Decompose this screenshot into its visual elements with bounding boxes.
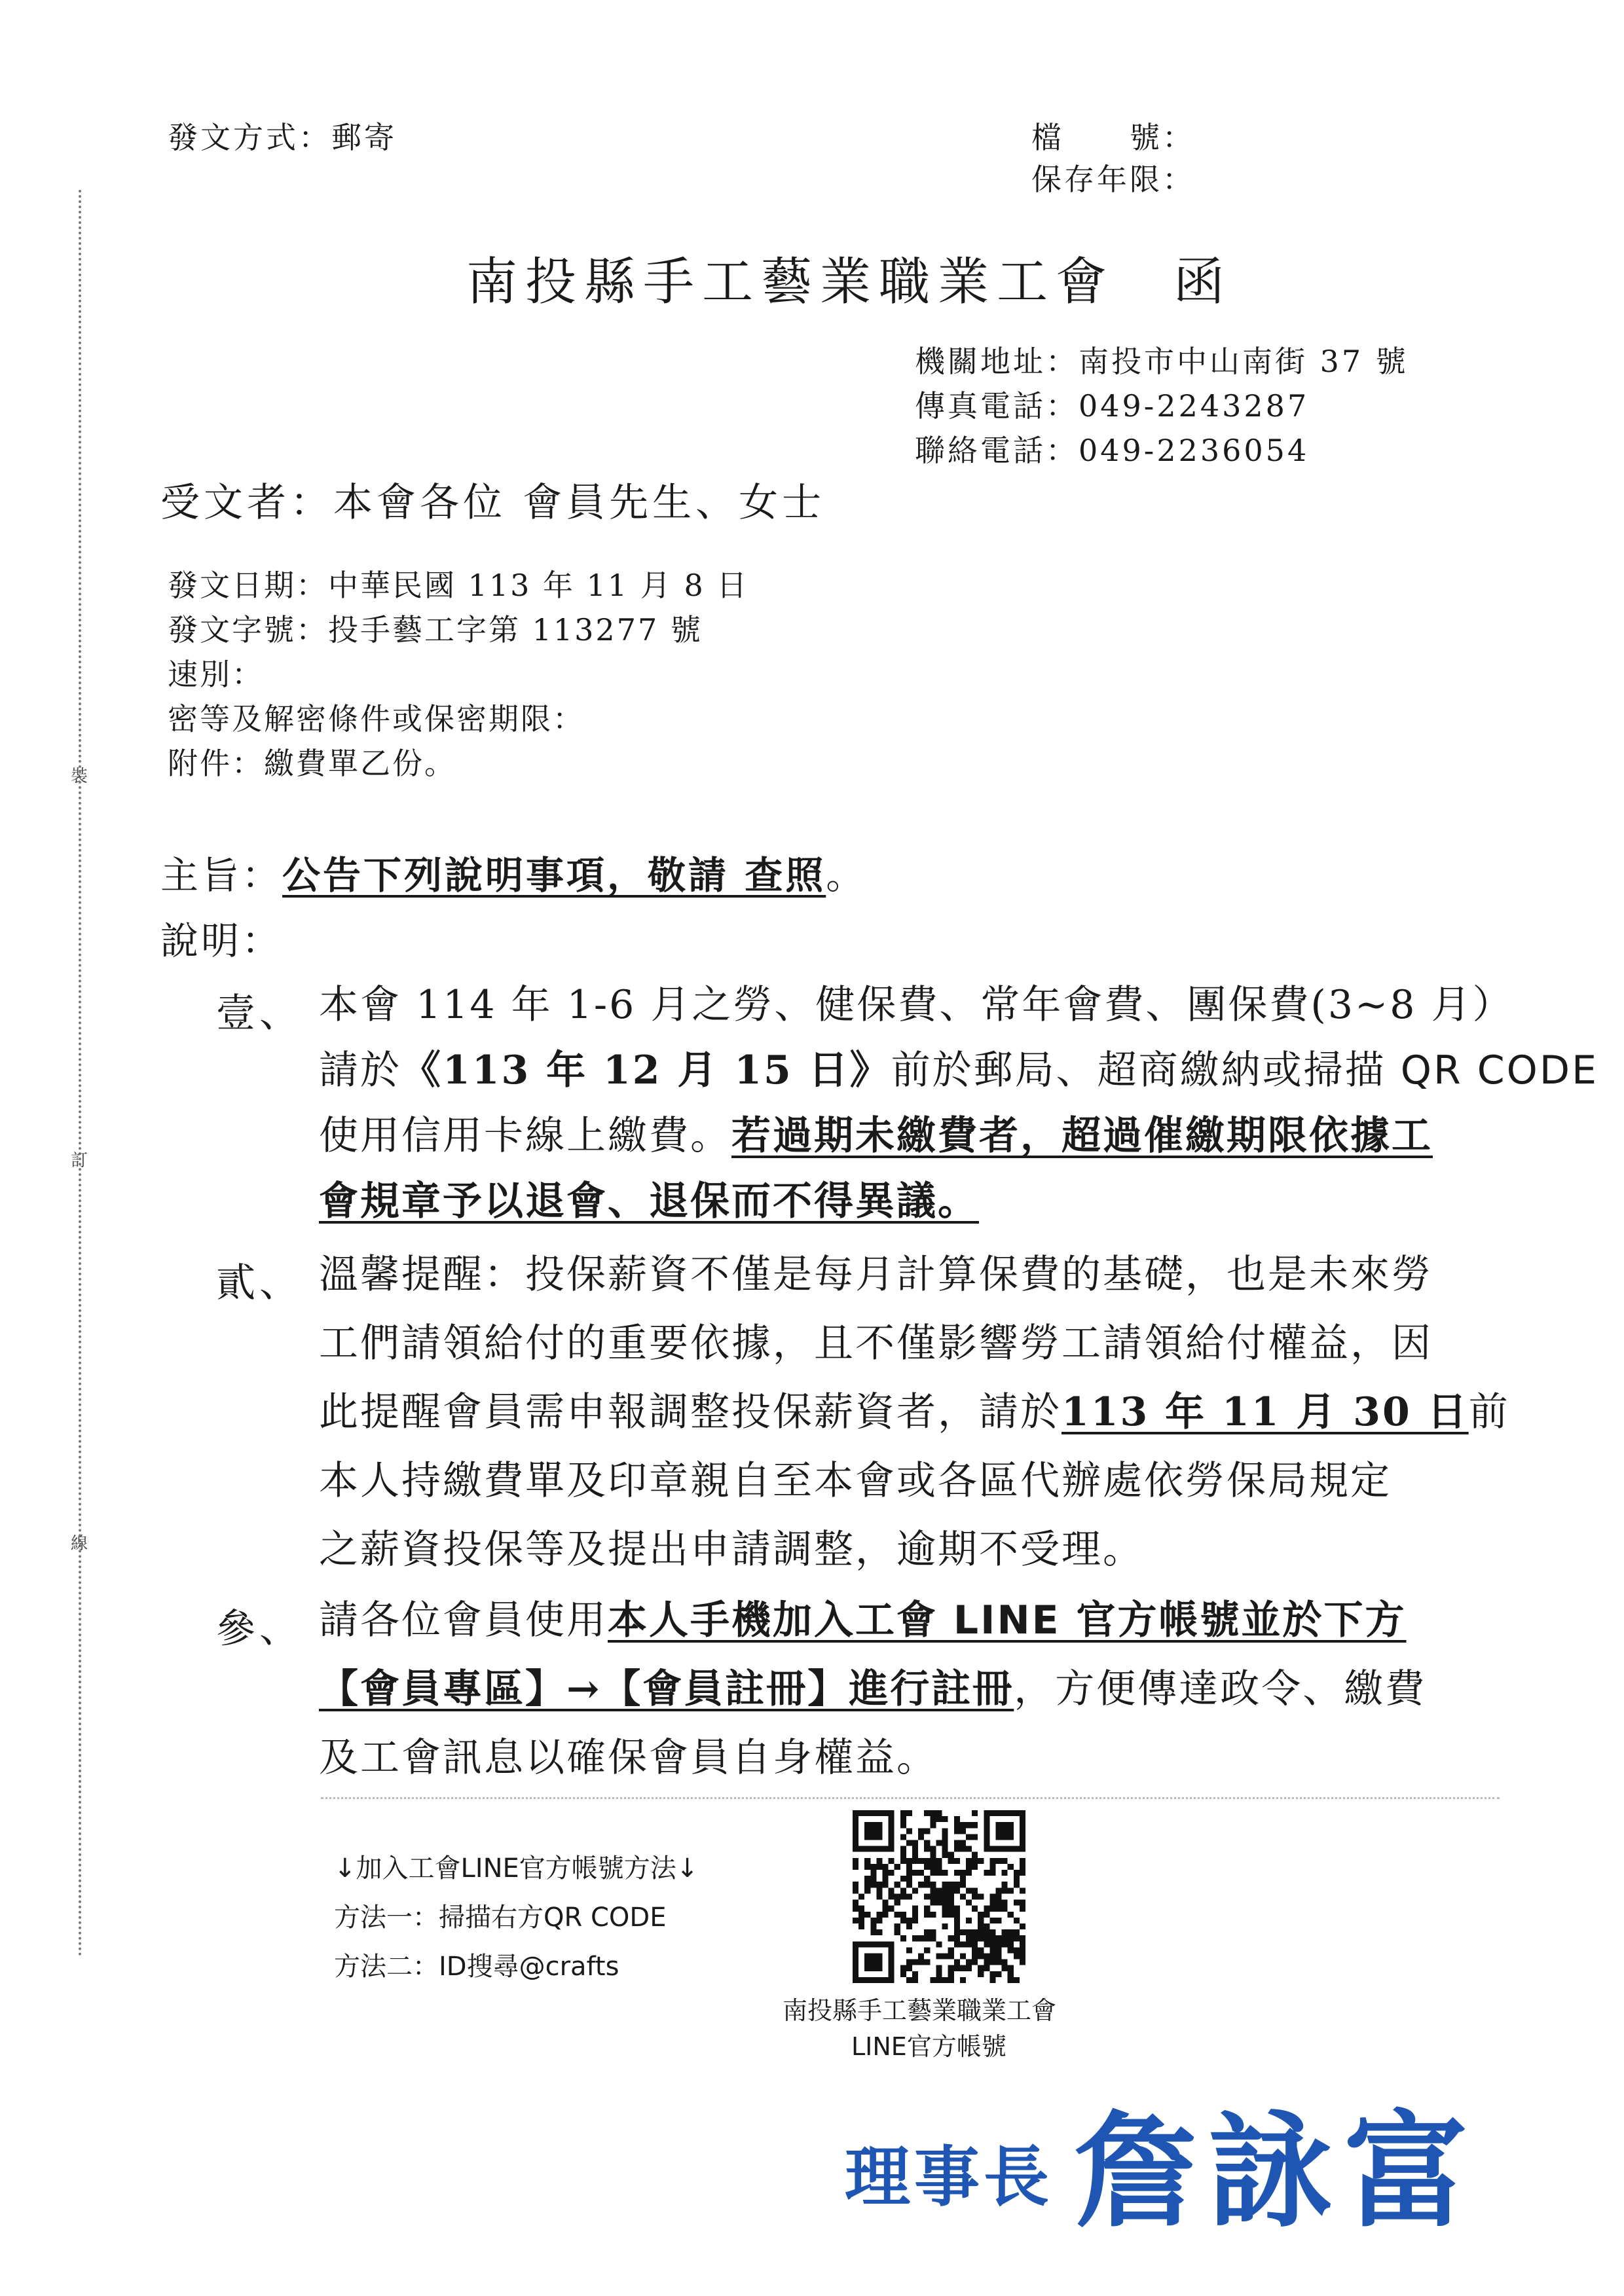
item-one-deadline: 《113 年 12 月 15 日》 bbox=[401, 1048, 891, 1093]
item-two-line4: 本人持繳費單及印章親自至本會或各區代辦處依勞保局規定 bbox=[319, 1458, 1392, 1504]
item-three-line1 bbox=[319, 1583, 1407, 1658]
binding-mark-ding: 訂 bbox=[71, 1151, 88, 1171]
qr-caption-org: 南投縣手工藝業職業工會 bbox=[783, 1996, 1057, 2025]
subject-text: 公告下列說明事項，敬請 查照 bbox=[282, 853, 826, 898]
item-one-warning2: 會規章予以退會、退保而不得異議。 bbox=[319, 1178, 979, 1224]
item-one-line4 bbox=[319, 1164, 979, 1239]
qr-caption-account: LINE官方帳號 bbox=[851, 2032, 1006, 2061]
org-address: 機關地址：南投市中山南街 37 號 bbox=[915, 344, 1409, 379]
item-one-line1: 本會 114 年 1-6 月之勞、健保費、常年會費、團保費(3~8 月） bbox=[319, 982, 1514, 1028]
item-number-one: 壹、 bbox=[216, 991, 303, 1036]
line-method-one: 方法一：掃描右方QR CODE bbox=[334, 1903, 667, 1933]
explanation-label: 說明： bbox=[160, 919, 283, 963]
item-two-line2: 工們請領給付的重要依據，且不僅影響勞工請領給付權益，因 bbox=[319, 1321, 1433, 1366]
attachment: 附件：繳費單乙份。 bbox=[168, 746, 456, 781]
item-number-two: 貳、 bbox=[216, 1260, 303, 1306]
line-method-two: 方法二：ID搜尋@crafts bbox=[334, 1952, 619, 1982]
subject-line bbox=[160, 845, 866, 900]
item-one-line3 bbox=[319, 1099, 1433, 1174]
chairman-signature-stamp: 詹詠富 bbox=[1074, 2098, 1479, 2244]
document-title: 南投縣手工藝業職業工會 函 bbox=[466, 253, 1233, 312]
org-fax: 傳真電話：049-2243287 bbox=[915, 388, 1310, 424]
org-phone: 聯絡電話：049-2236054 bbox=[915, 433, 1310, 468]
item-one-line2 bbox=[319, 1033, 1598, 1108]
item-two-line5: 之薪資投保等及提出申請調整，逾期不受理。 bbox=[319, 1527, 1144, 1573]
item-three-line3: 及工會訊息以確保會員自身權益。 bbox=[319, 1735, 938, 1781]
binding-mark-xian: 線 bbox=[71, 1534, 88, 1554]
item-one-warning1: 若過期未繳費者，超過催繳期限依據工 bbox=[731, 1113, 1433, 1159]
item-two-deadline: 113 年 11 月 30 日 bbox=[1061, 1389, 1469, 1435]
send-method: 發文方式：郵寄 bbox=[168, 120, 397, 155]
item-three-line2 bbox=[319, 1652, 1426, 1727]
item-two-line3 bbox=[319, 1375, 1510, 1450]
issue-date: 發文日期：中華民國 113 年 11 月 8 日 bbox=[168, 568, 749, 603]
item-three-line-instruction: 本人手機加入工會 LINE 官方帳號並於下方 bbox=[608, 1597, 1407, 1643]
item-one-l3-pre: 使用信用卡線上繳費。 bbox=[319, 1113, 731, 1159]
item-three-register-path: 【會員專區】→【會員註冊】進行註冊 bbox=[319, 1666, 1014, 1712]
item-three-l2-post: ，方便傳達政令、繳費 bbox=[1014, 1666, 1427, 1712]
chairman-title-stamp: 理事長 bbox=[845, 2138, 1053, 2215]
item-three-l1-pre: 請各位會員使用 bbox=[319, 1597, 608, 1643]
line-qr-code bbox=[853, 1810, 1025, 1983]
subject-end: 。 bbox=[826, 853, 867, 898]
item-two-l3-post: 前 bbox=[1468, 1389, 1510, 1435]
secrecy-level: 密等及解密條件或保密期限： bbox=[168, 701, 585, 737]
document-number: 發文字號：投手藝工字第 113277 號 bbox=[168, 612, 703, 647]
item-two-l3-pre: 此提醒會員需申報調整投保薪資者，請於 bbox=[319, 1389, 1061, 1435]
line-method-heading: ↓加入工會LINE官方帳號方法↓ bbox=[334, 1853, 699, 1884]
item-two-line1: 溫馨提醒：投保薪資不僅是每月計算保費的基礎，也是未來勞 bbox=[319, 1252, 1433, 1298]
subject-label: 主旨： bbox=[160, 853, 283, 898]
item-number-three: 參、 bbox=[216, 1606, 303, 1652]
recipient: 受文者：本會各位 會員先生、女士 bbox=[160, 480, 826, 526]
binding-line bbox=[79, 190, 81, 1958]
binding-mark-zhuang: 裝 bbox=[71, 767, 88, 786]
retention-period: 保存年限： bbox=[1031, 162, 1195, 197]
section-divider bbox=[321, 1797, 1500, 1799]
item-one-l2-post: 前於郵局、超商繳納或掃描 QR CODE bbox=[891, 1048, 1598, 1093]
item-one-l2-pre: 請於 bbox=[319, 1048, 401, 1093]
file-number: 檔 號： bbox=[1031, 120, 1195, 155]
speed-class: 速別： bbox=[168, 657, 264, 692]
